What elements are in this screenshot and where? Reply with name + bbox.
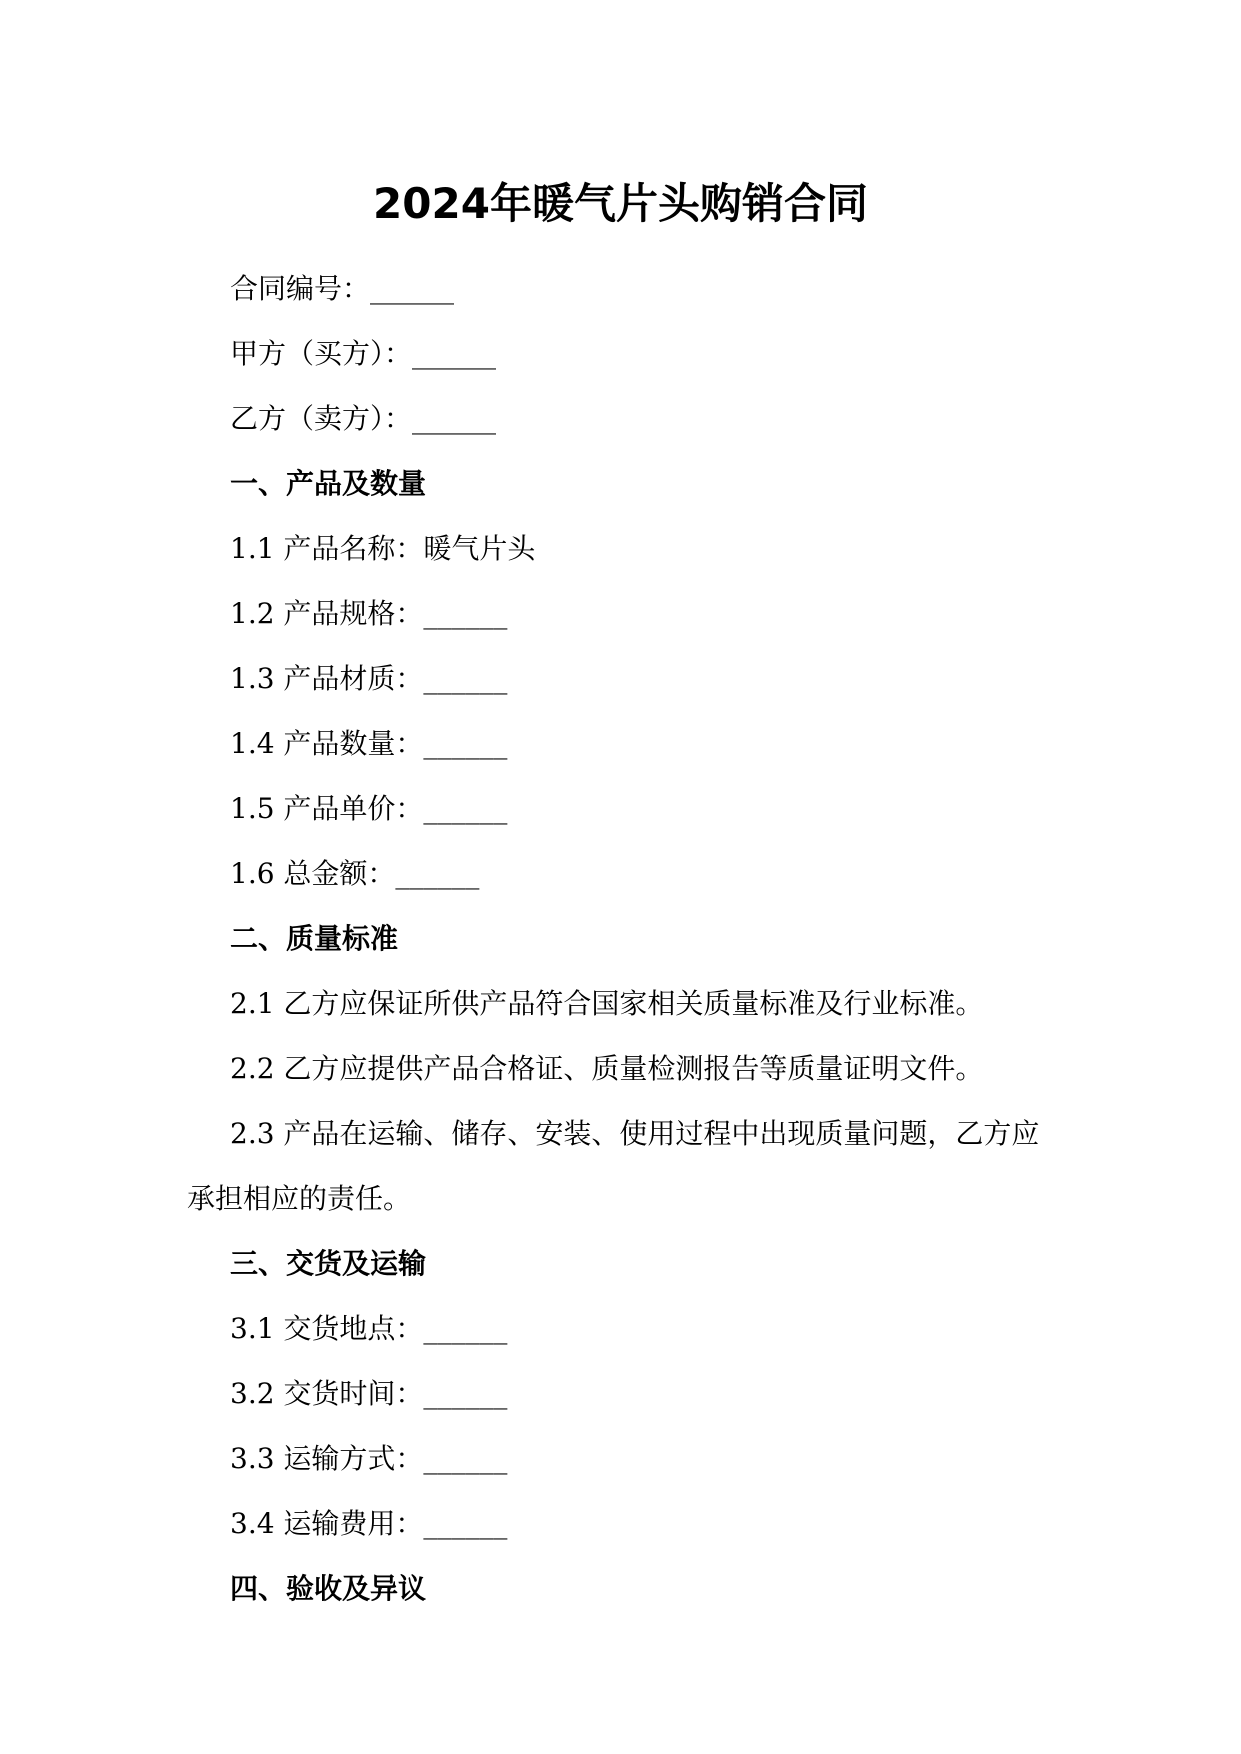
clause-item: 1.4 产品数量：______ — [230, 727, 508, 760]
clause-paragraph: 2.3 产品在运输、储存、安装、使用过程中出现质量问题，乙方应承担相应的责任。 — [187, 1117, 1040, 1215]
party-a-field: 甲方（买方）：______ — [230, 337, 497, 370]
clause-item: 2.2 乙方应提供产品合格证、质量检测报告等质量证明文件。 — [230, 1052, 984, 1085]
clause-item: 1.6 总金额：______ — [230, 857, 480, 890]
clause-item: 3.2 交货时间：______ — [230, 1377, 508, 1410]
clause-item: 3.4 运输费用：______ — [230, 1507, 508, 1540]
document-body — [187, 256, 1055, 1621]
document-title: 2024年暖气片头购销合同 — [373, 179, 868, 228]
section-heading: 二、质量标准 — [230, 922, 399, 955]
clause-item: 1.3 产品材质：______ — [230, 662, 508, 695]
clause-item: 1.1 产品名称：暖气片头 — [230, 532, 536, 565]
clause-item: 3.3 运输方式：______ — [230, 1442, 508, 1475]
section-heading: 三、交货及运输 — [230, 1247, 427, 1280]
clause-item: 2.1 乙方应保证所供产品符合国家相关质量标准及行业标准。 — [230, 987, 984, 1020]
party-b-field: 乙方（卖方）：______ — [230, 402, 497, 435]
section-heading: 四、验收及异议 — [230, 1572, 427, 1605]
clause-item: 3.1 交货地点：______ — [230, 1312, 508, 1345]
contract-number-field: 合同编号：______ — [230, 272, 455, 305]
section-heading: 一、产品及数量 — [230, 467, 427, 500]
clause-item: 1.5 产品单价：______ — [230, 792, 508, 825]
clause-item: 1.2 产品规格：______ — [230, 597, 508, 630]
